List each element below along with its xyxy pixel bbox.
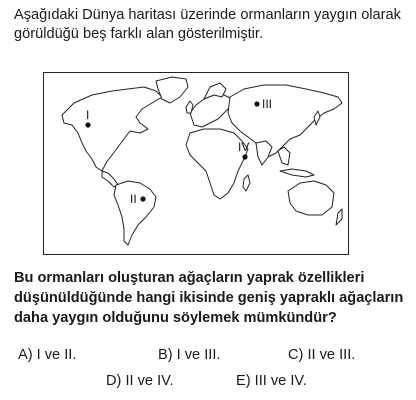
option-a[interactable] [18,346,76,364]
option-e-letter: E) [236,373,251,389]
australia-landmass [288,181,334,215]
option-c-text: II ve III. [307,347,356,363]
option-d[interactable] [106,372,174,390]
option-c[interactable] [288,346,355,364]
north-america-landmass [62,87,162,171]
intro-text: Aşağıdaki Dünya haritası üzerinde ormanların yaygın olarak görüldüğü beş farklı alan gösterilmiştir. [14,7,401,42]
option-a-text: I ve II. [36,347,77,363]
option-e-text: III ve IV. [254,373,307,389]
indonesia-landmass [280,169,314,177]
region-label-i: I [86,108,90,122]
region-label-iii: III [262,97,273,111]
south-america-landmass [114,181,156,245]
question-text: Bu ormanları oluşturan ağaçların yaprak özellikleri düşünüldüğünde hangi ikisinde geniş yapraklı ağaçların daha yaygın olduğunu söylemek mümkündür? [14,270,404,326]
region-label-iv: IV [238,140,250,154]
new-zealand-landmass [336,209,342,225]
europe-landmass [190,95,232,127]
greenland-landmass [156,77,188,103]
world-map [43,72,349,255]
option-b[interactable] [158,346,220,364]
india-landmass [256,141,272,165]
option-b-letter: B) [158,347,173,363]
madagascar-landmass [243,175,250,191]
option-d-text: II ve IV. [125,373,174,389]
world-map-drawing [44,73,349,255]
southeast-asia-landmass [278,147,290,165]
uk-landmass [186,101,193,113]
option-b-text: I ve III. [176,347,221,363]
option-d-letter: D) [106,373,122,389]
option-e[interactable] [236,372,307,390]
region-label-ii: II [130,192,137,206]
option-a-letter: A) [18,347,33,363]
option-c-letter: C) [288,347,304,363]
central-america-landmass [102,171,118,187]
